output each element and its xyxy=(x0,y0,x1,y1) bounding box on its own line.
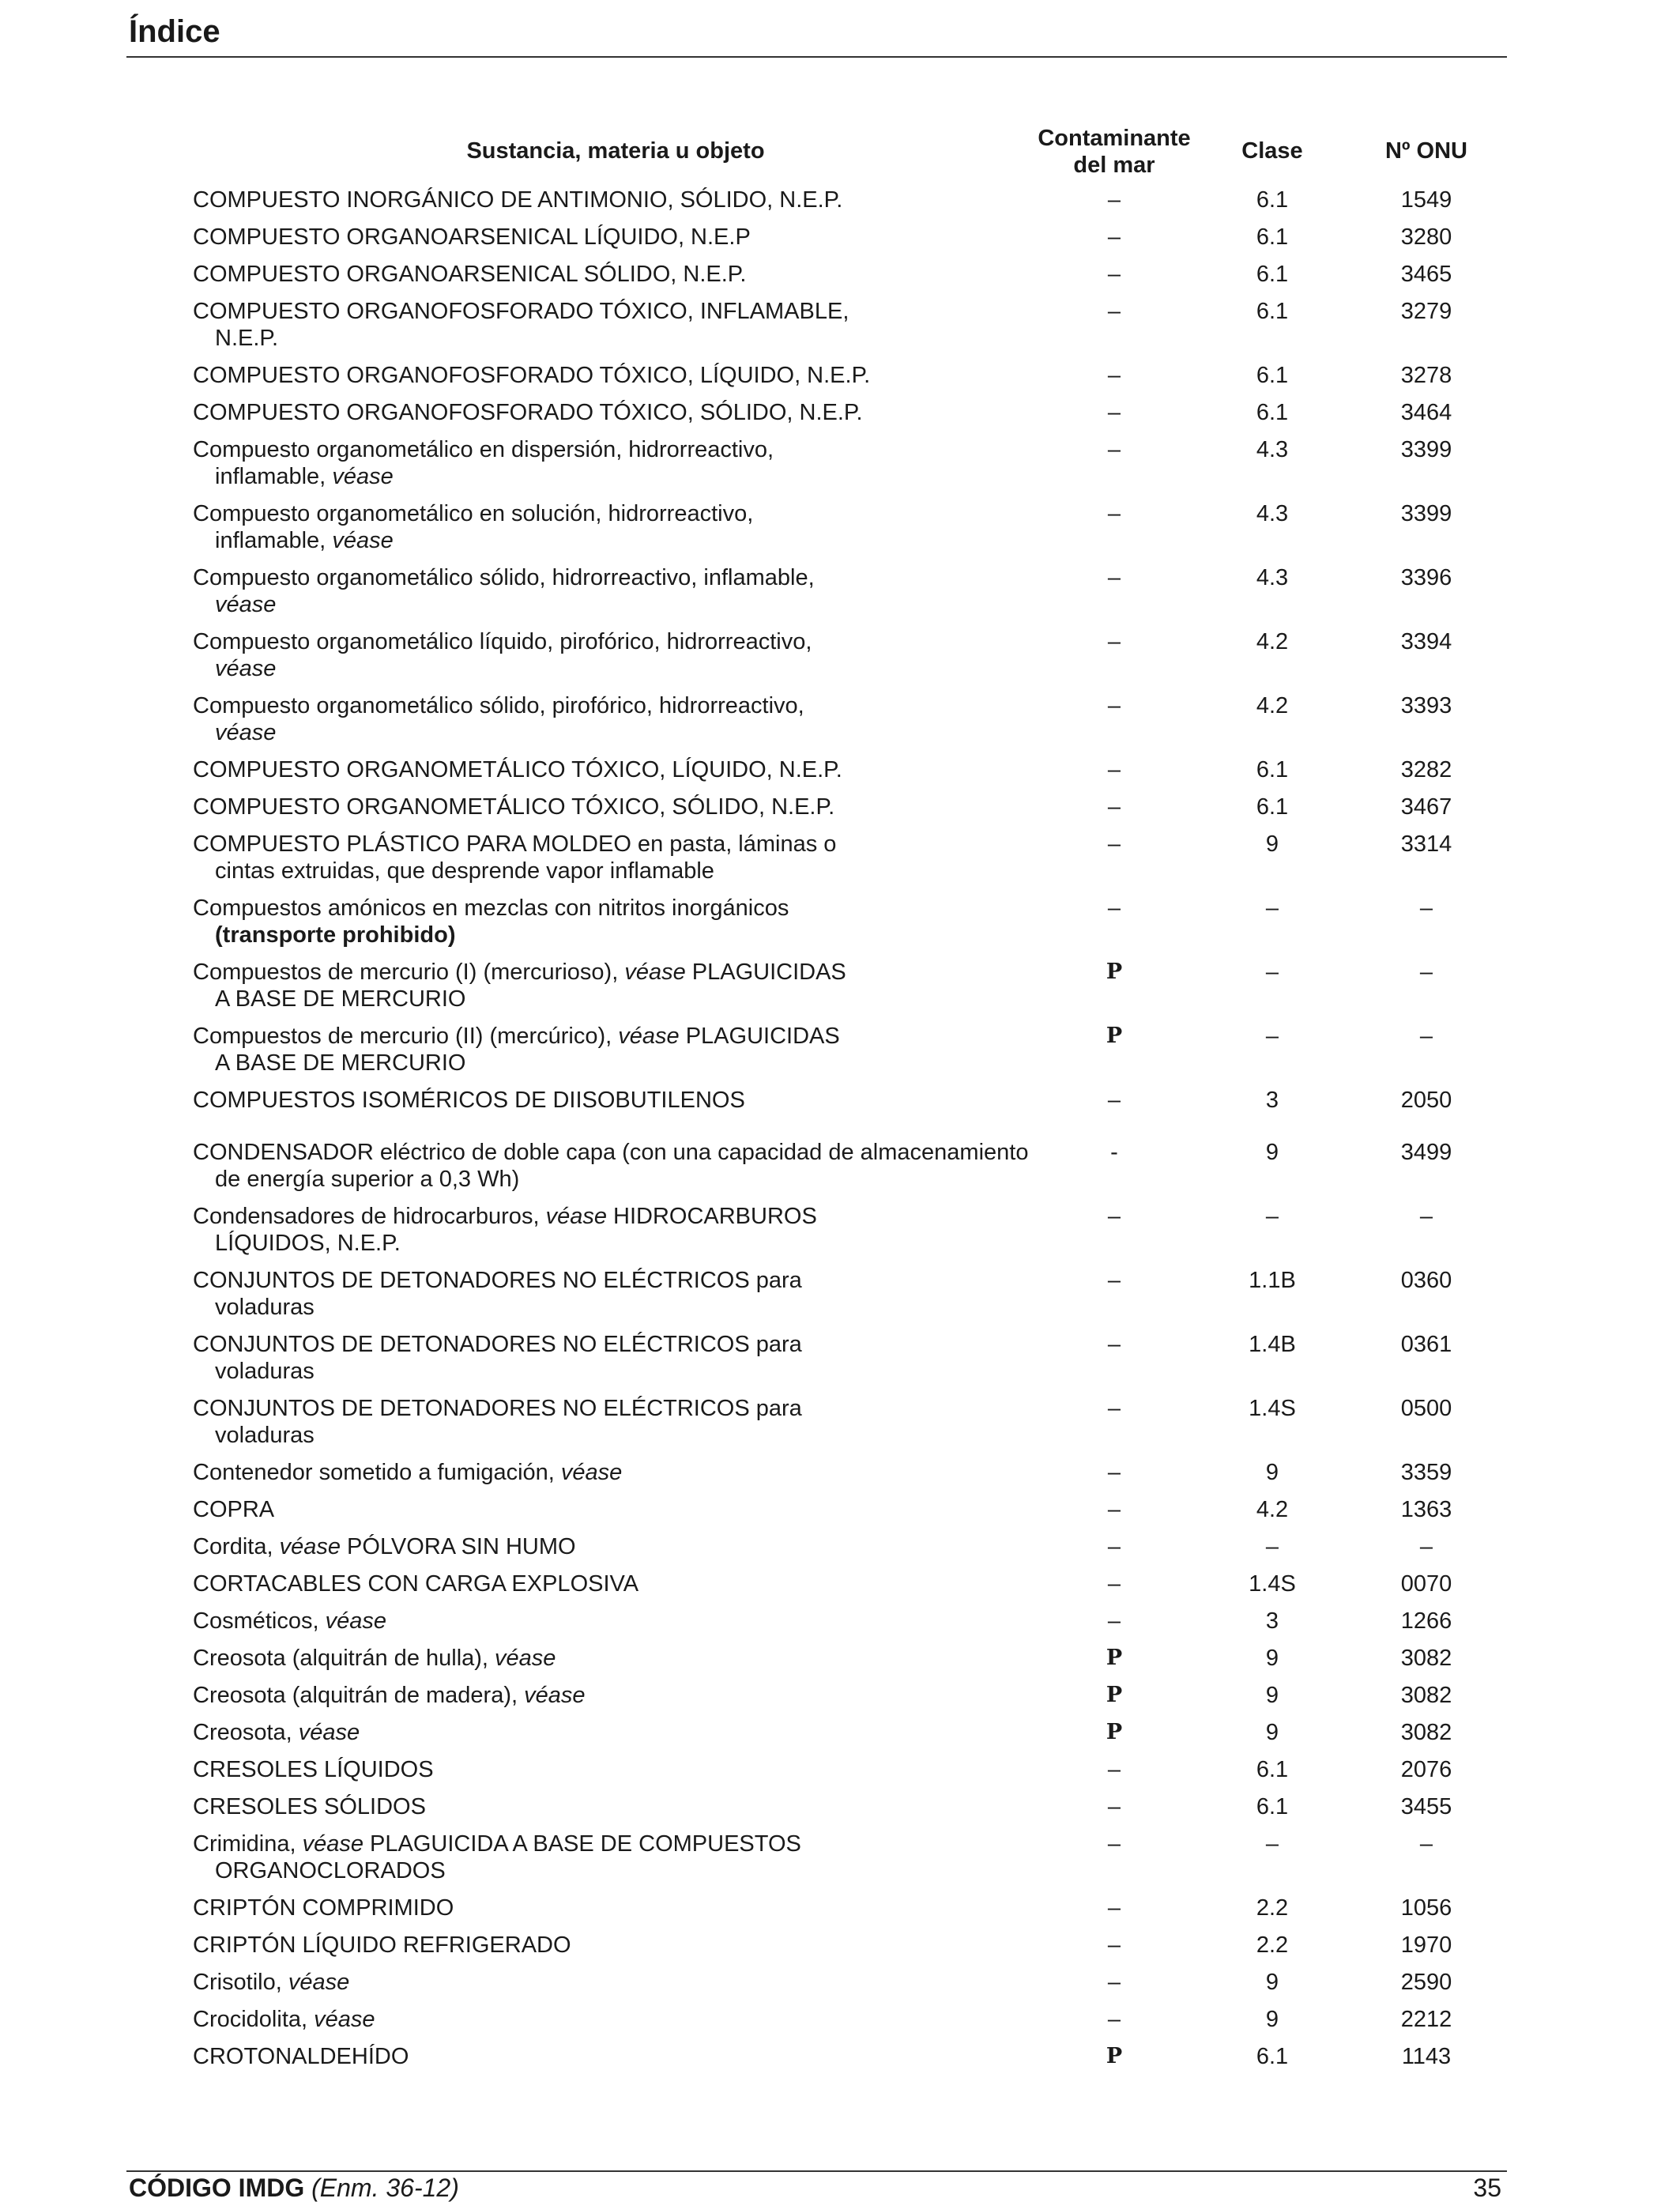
un-number-cell: 3279 xyxy=(1400,299,1452,324)
vease-reference: véase xyxy=(215,720,277,745)
un-number-cell: 3282 xyxy=(1400,757,1452,782)
substance-text: voladuras xyxy=(215,1423,315,1448)
substance-line xyxy=(193,1608,1070,1635)
marine-pollutant-cell: P xyxy=(1106,960,1123,984)
un-number-cell: 1143 xyxy=(1401,2044,1452,2069)
column-header-marine-line1: Contaminante xyxy=(1038,126,1191,151)
substance-text: Compuestos de mercurio (I) (mercurioso), xyxy=(193,960,625,985)
column-header-class: Clase xyxy=(1241,138,1303,164)
marine-pollutant-cell: – xyxy=(1107,1571,1121,1597)
substance-name xyxy=(193,1932,1070,1959)
substance-name xyxy=(193,1756,1070,1783)
un-number-cell: 2076 xyxy=(1400,1757,1452,1782)
substance-text: A BASE DE MERCURIO xyxy=(215,1050,466,1076)
substance-text: Compuestos amónicos en mezclas con nitritos inorgánicos xyxy=(193,896,789,921)
substance-name xyxy=(193,1719,1070,1746)
substance-line xyxy=(193,1969,1070,1996)
marine-pollutant-cell: – xyxy=(1107,2007,1121,2032)
substance-line xyxy=(193,261,1070,288)
marine-pollutant-cell: – xyxy=(1107,757,1121,782)
un-number-cell: – xyxy=(1419,896,1433,921)
marine-pollutant-cell: – xyxy=(1107,1970,1121,1995)
substance-text: Compuesto organometálico en solución, hidrorreactivo, xyxy=(193,501,754,526)
marine-pollutant-cell: – xyxy=(1107,437,1121,462)
substance-line xyxy=(193,1050,1070,1076)
substance-text: COMPUESTO ORGANOFOSFORADO TÓXICO, LÍQUIDO, N.E.P. xyxy=(193,363,871,388)
page-number: 35 xyxy=(1473,2174,1501,2202)
substance-name xyxy=(193,959,1070,1012)
un-number-cell: 2212 xyxy=(1400,2007,1452,2032)
substance-text: COMPUESTO PLÁSTICO PARA MOLDEO en pasta, láminas o xyxy=(193,831,837,857)
class-cell: 4.2 xyxy=(1256,1497,1289,1522)
substance-text: CONJUNTOS DE DETONADORES NO ELÉCTRICOS para xyxy=(193,1396,802,1421)
substance-name xyxy=(193,187,1070,213)
substance-line xyxy=(193,794,1070,820)
un-number-cell: 3359 xyxy=(1400,1460,1452,1485)
marine-pollutant-cell: – xyxy=(1107,1757,1121,1782)
class-cell: 6.1 xyxy=(1256,299,1289,324)
substance-name xyxy=(193,1087,1070,1114)
substance-text: CONJUNTOS DE DETONADORES NO ELÉCTRICOS para xyxy=(193,1332,802,1357)
marine-pollutant-cell: – xyxy=(1107,224,1121,250)
substance-line xyxy=(193,399,1070,426)
marine-pollutant-cell: – xyxy=(1107,187,1121,213)
class-cell: 4.3 xyxy=(1256,437,1289,462)
vease-reference: véase xyxy=(618,1024,680,1049)
class-cell: – xyxy=(1265,1534,1279,1559)
vease-reference: véase xyxy=(560,1460,623,1485)
vease-reference: véase xyxy=(302,1831,363,1857)
class-cell: 3 xyxy=(1265,1608,1279,1634)
substance-text: Crimidina, xyxy=(193,1831,303,1857)
substance-line xyxy=(193,1895,1070,1921)
page-title: Índice xyxy=(129,14,220,49)
class-cell: 4.3 xyxy=(1256,565,1289,590)
substance-text: COMPUESTO ORGANOFOSFORADO TÓXICO, INFLAMABLE, xyxy=(193,299,849,324)
class-cell: 3 xyxy=(1265,1088,1279,1113)
substance-text: voladuras xyxy=(215,1295,315,1320)
substance-text: COMPUESTOS ISOMÉRICOS DE DIISOBUTILENOS xyxy=(193,1088,745,1113)
footer-rule xyxy=(126,2170,1507,2172)
substance-line xyxy=(193,1294,1070,1321)
substance-name xyxy=(193,436,1070,490)
class-cell: 6.1 xyxy=(1256,363,1289,388)
footer-code: CÓDIGO IMDG xyxy=(129,2174,305,2202)
un-number-cell: 0360 xyxy=(1400,1268,1452,1293)
substance-line xyxy=(193,1459,1070,1486)
substance-name xyxy=(193,1533,1070,1560)
marine-pollutant-cell: – xyxy=(1107,1204,1121,1229)
class-cell: – xyxy=(1265,1831,1279,1857)
substance-name xyxy=(193,756,1070,783)
substance-text: CRESOLES SÓLIDOS xyxy=(193,1794,426,1819)
substance-text: Contenedor sometido a fumigación, xyxy=(193,1460,561,1485)
substance-text: CROTONALDEHÍDO xyxy=(193,2044,409,2069)
prohibition-note: (transporte prohibido) xyxy=(215,922,456,948)
substance-text: PLAGUICIDA A BASE DE COMPUESTOS xyxy=(363,1831,801,1857)
marine-pollutant-cell: – xyxy=(1107,629,1121,654)
substance-line xyxy=(193,2006,1070,2033)
substance-line xyxy=(193,187,1070,213)
substance-name xyxy=(193,831,1070,884)
substance-text: Crocidolita, xyxy=(193,2007,315,2032)
class-cell: 9 xyxy=(1265,2007,1279,2032)
substance-text: CRIPTÓN LÍQUIDO REFRIGERADO xyxy=(193,1932,571,1958)
class-cell: – xyxy=(1265,896,1279,921)
class-cell: 4.2 xyxy=(1256,693,1289,718)
substance-text: Compuestos de mercurio (II) (mercúrico), xyxy=(193,1024,619,1049)
substance-line xyxy=(193,1932,1070,1959)
class-cell: 6.1 xyxy=(1256,1794,1289,1819)
un-number-cell: 1056 xyxy=(1400,1895,1452,1921)
substance-line xyxy=(193,1719,1070,1746)
marine-pollutant-cell: – xyxy=(1107,896,1121,921)
substance-line xyxy=(193,591,1070,618)
substance-text: COMPUESTO ORGANOMETÁLICO TÓXICO, SÓLIDO, N.E.P. xyxy=(193,794,835,820)
class-cell: 6.1 xyxy=(1256,757,1289,782)
substance-line xyxy=(193,1645,1070,1672)
substance-text: CRIPTÓN COMPRIMIDO xyxy=(193,1895,454,1921)
substance-text: Compuesto organometálico sólido, pirofórico, hidrorreactivo, xyxy=(193,693,804,718)
substance-line xyxy=(193,858,1070,884)
substance-text: inflamable, xyxy=(215,464,333,489)
substance-line xyxy=(193,436,1070,463)
vease-reference: véase xyxy=(332,464,394,489)
substance-line xyxy=(193,1756,1070,1783)
vease-reference: véase xyxy=(215,592,277,617)
vease-reference: véase xyxy=(215,656,277,681)
marine-pollutant-cell: – xyxy=(1107,1932,1121,1958)
substance-text: Compuesto organometálico en dispersión, hidrorreactivo, xyxy=(193,437,774,462)
un-number-cell: 3314 xyxy=(1400,831,1452,857)
vease-reference: véase xyxy=(524,1683,586,1708)
substance-line xyxy=(193,628,1070,655)
substance-line xyxy=(193,1533,1070,1560)
substance-line xyxy=(193,1570,1070,1597)
vease-reference: véase xyxy=(298,1720,360,1745)
un-number-cell: 3082 xyxy=(1400,1720,1452,1745)
un-number-cell: 3399 xyxy=(1400,501,1452,526)
un-number-cell: 1970 xyxy=(1400,1932,1452,1958)
substance-line xyxy=(193,1831,1070,1857)
un-number-cell: 3464 xyxy=(1400,400,1452,425)
substance-text: CONJUNTOS DE DETONADORES NO ELÉCTRICOS para xyxy=(193,1268,802,1293)
class-cell: 9 xyxy=(1265,1140,1279,1165)
substance-text: COMPUESTO ORGANOARSENICAL LÍQUIDO, N.E.P xyxy=(193,224,751,250)
vease-reference: véase xyxy=(288,1970,350,1995)
substance-text: Creosota (alquitrán de madera), xyxy=(193,1683,525,1708)
marine-pollutant-cell: P xyxy=(1106,1646,1123,1670)
un-number-cell: 3394 xyxy=(1400,629,1452,654)
substance-line xyxy=(193,719,1070,746)
substance-name xyxy=(193,1645,1070,1672)
class-cell: 6.1 xyxy=(1256,794,1289,820)
substance-line xyxy=(193,1203,1070,1230)
footer-title xyxy=(129,2174,459,2202)
substance-line xyxy=(193,959,1070,986)
class-cell: 9 xyxy=(1265,1683,1279,1708)
substance-line xyxy=(193,895,1070,922)
class-cell: 9 xyxy=(1265,1646,1279,1671)
class-cell: – xyxy=(1265,960,1279,985)
class-cell: 6.1 xyxy=(1256,262,1289,287)
substance-line xyxy=(193,500,1070,527)
substance-name xyxy=(193,298,1070,352)
marine-pollutant-cell: P xyxy=(1106,1024,1123,1048)
substance-text: voladuras xyxy=(215,1359,315,1384)
substance-name xyxy=(193,1395,1070,1449)
un-number-cell: 3278 xyxy=(1400,363,1452,388)
marine-pollutant-cell: – xyxy=(1107,1608,1121,1634)
marine-pollutant-cell: P xyxy=(1106,1683,1123,1707)
substance-name xyxy=(193,2006,1070,2033)
class-cell: 6.1 xyxy=(1256,224,1289,250)
un-number-cell: – xyxy=(1419,1831,1433,1857)
marine-pollutant-cell: – xyxy=(1107,1460,1121,1485)
substance-name xyxy=(193,692,1070,746)
substance-line xyxy=(193,2043,1070,2070)
substance-text: LÍQUIDOS, N.E.P. xyxy=(215,1231,401,1256)
un-number-cell: 3399 xyxy=(1400,437,1452,462)
substance-name xyxy=(193,895,1070,948)
substance-text: Creosota (alquitrán de hulla), xyxy=(193,1646,495,1671)
substance-text: COMPUESTO ORGANOARSENICAL SÓLIDO, N.E.P. xyxy=(193,262,747,287)
marine-pollutant-cell: – xyxy=(1107,299,1121,324)
class-cell: 1.4B xyxy=(1249,1332,1296,1357)
marine-pollutant-cell: – xyxy=(1107,501,1121,526)
un-number-cell: 0070 xyxy=(1400,1571,1452,1597)
marine-pollutant-cell: – xyxy=(1107,693,1121,718)
marine-pollutant-cell: – xyxy=(1107,1794,1121,1819)
substance-name xyxy=(193,1831,1070,1884)
vease-reference: véase xyxy=(325,1608,386,1634)
substance-text: Cosméticos, xyxy=(193,1608,326,1634)
un-number-cell: 3280 xyxy=(1400,224,1452,250)
substance-line xyxy=(193,1358,1070,1385)
substance-name xyxy=(193,794,1070,820)
substance-text: COMPUESTO ORGANOFOSFORADO TÓXICO, SÓLIDO, N.E.P. xyxy=(193,400,863,425)
substance-text: Condensadores de hidrocarburos, xyxy=(193,1204,546,1229)
substance-text: Creosota, xyxy=(193,1720,299,1745)
marine-pollutant-cell: P xyxy=(1106,1720,1123,1744)
substance-line xyxy=(193,1267,1070,1294)
substance-line xyxy=(193,1422,1070,1449)
un-number-cell: 3499 xyxy=(1400,1140,1452,1165)
column-header-un-number: Nº ONU xyxy=(1384,138,1468,164)
substance-name xyxy=(193,1496,1070,1523)
substance-line xyxy=(193,1166,1070,1193)
substance-line xyxy=(193,1793,1070,1820)
class-cell: 6.1 xyxy=(1256,187,1289,213)
substance-line xyxy=(193,298,1070,325)
class-cell: 1.1B xyxy=(1249,1268,1296,1293)
marine-pollutant-cell: – xyxy=(1107,794,1121,820)
vease-reference: véase xyxy=(545,1204,607,1229)
substance-text: PÓLVORA SIN HUMO xyxy=(341,1534,576,1559)
substance-text: inflamable, xyxy=(215,528,333,553)
substance-text: Cordita, xyxy=(193,1534,280,1559)
vease-reference: véase xyxy=(495,1646,556,1671)
un-number-cell: 3396 xyxy=(1400,565,1452,590)
un-number-cell: 2050 xyxy=(1400,1088,1452,1113)
class-cell: 4.2 xyxy=(1256,629,1289,654)
substance-name xyxy=(193,628,1070,682)
substance-line xyxy=(193,1023,1070,1050)
marine-pollutant-cell: – xyxy=(1107,565,1121,590)
substance-line xyxy=(193,1087,1070,1114)
substance-line xyxy=(193,1682,1070,1709)
substance-text: PLAGUICIDAS xyxy=(685,960,846,985)
substance-name xyxy=(193,261,1070,288)
substance-line xyxy=(193,655,1070,682)
substance-name xyxy=(193,1139,1070,1193)
class-cell: 2.2 xyxy=(1256,1932,1289,1958)
class-cell: 1.4S xyxy=(1249,1396,1296,1421)
marine-pollutant-cell: – xyxy=(1107,363,1121,388)
column-header-marine-line2: del mar xyxy=(1073,153,1155,178)
substance-name xyxy=(193,1570,1070,1597)
substance-line xyxy=(193,1139,1070,1166)
substance-text: ORGANOCLORADOS xyxy=(215,1858,446,1883)
marine-pollutant-cell: – xyxy=(1107,1332,1121,1357)
un-number-cell: – xyxy=(1419,1534,1433,1559)
un-number-cell: 3467 xyxy=(1400,794,1452,820)
substance-text: cintas extruidas, que desprende vapor inflamable xyxy=(215,858,714,884)
class-cell: – xyxy=(1265,1024,1279,1049)
un-number-cell: 0361 xyxy=(1400,1332,1452,1357)
substance-name xyxy=(193,224,1070,251)
class-cell: 9 xyxy=(1265,1970,1279,1995)
class-cell: 4.3 xyxy=(1256,501,1289,526)
substance-line xyxy=(193,1496,1070,1523)
substance-name xyxy=(193,1608,1070,1635)
marine-pollutant-cell: – xyxy=(1107,831,1121,857)
un-number-cell: 3082 xyxy=(1400,1683,1452,1708)
class-cell: 9 xyxy=(1265,1460,1279,1485)
substance-name xyxy=(193,1682,1070,1709)
marine-pollutant-cell: P xyxy=(1106,2044,1123,2068)
substance-text: COMPUESTO INORGÁNICO DE ANTIMONIO, SÓLIDO, N.E.P. xyxy=(193,187,843,213)
substance-name xyxy=(193,1203,1070,1257)
vease-reference: véase xyxy=(279,1534,341,1559)
substance-text: N.E.P. xyxy=(215,326,279,351)
substance-line xyxy=(193,463,1070,490)
un-number-cell: 3393 xyxy=(1400,693,1452,718)
substance-line xyxy=(193,692,1070,719)
un-number-cell: 1266 xyxy=(1400,1608,1452,1634)
substance-text: Compuesto organometálico líquido, pirofórico, hidrorreactivo, xyxy=(193,629,812,654)
substance-name xyxy=(193,1895,1070,1921)
substance-text: COMPUESTO ORGANOMETÁLICO TÓXICO, LÍQUIDO, N.E.P. xyxy=(193,757,842,782)
substance-name xyxy=(193,1969,1070,1996)
column-header-substance: Sustancia, materia u objeto xyxy=(466,138,765,164)
un-number-cell: 0500 xyxy=(1400,1396,1452,1421)
substance-name xyxy=(193,564,1070,618)
marine-pollutant-cell: – xyxy=(1107,1895,1121,1921)
substance-line xyxy=(193,1331,1070,1358)
class-cell: 6.1 xyxy=(1256,2044,1289,2069)
un-number-cell: 2590 xyxy=(1400,1970,1452,1995)
un-number-cell: – xyxy=(1419,1024,1433,1049)
class-cell: 1.4S xyxy=(1249,1571,1296,1597)
marine-pollutant-cell: – xyxy=(1107,1534,1121,1559)
marine-pollutant-cell: – xyxy=(1107,1268,1121,1293)
substance-text: A BASE DE MERCURIO xyxy=(215,986,466,1012)
class-cell: 6.1 xyxy=(1256,400,1289,425)
un-number-cell: 1363 xyxy=(1400,1497,1452,1522)
substance-line xyxy=(193,922,1070,948)
marine-pollutant-cell: – xyxy=(1107,1088,1121,1113)
substance-line xyxy=(193,1857,1070,1884)
substance-name xyxy=(193,1331,1070,1385)
un-number-cell: – xyxy=(1419,960,1433,985)
marine-pollutant-cell: – xyxy=(1107,262,1121,287)
substance-text: PLAGUICIDAS xyxy=(679,1024,840,1049)
substance-text: HIDROCARBUROS xyxy=(606,1204,817,1229)
un-number-cell: 1549 xyxy=(1400,187,1452,213)
substance-text: COPRA xyxy=(193,1497,275,1522)
vease-reference: véase xyxy=(332,528,394,553)
class-cell: 6.1 xyxy=(1256,1757,1289,1782)
substance-line xyxy=(193,224,1070,251)
substance-line xyxy=(193,564,1070,591)
vease-reference: véase xyxy=(624,960,686,985)
un-number-cell: 3465 xyxy=(1400,262,1452,287)
substance-line xyxy=(193,1395,1070,1422)
un-number-cell: 3455 xyxy=(1400,1794,1452,1819)
marine-pollutant-cell: – xyxy=(1107,1497,1121,1522)
substance-line xyxy=(193,527,1070,554)
un-number-cell: – xyxy=(1419,1204,1433,1229)
substance-line xyxy=(193,831,1070,858)
marine-pollutant-cell: – xyxy=(1107,1396,1121,1421)
substance-text: CORTACABLES CON CARGA EXPLOSIVA xyxy=(193,1571,639,1597)
substance-line xyxy=(193,362,1070,389)
marine-pollutant-cell: – xyxy=(1107,1831,1121,1857)
substance-text: CONDENSADOR eléctrico de doble capa (con una capacidad de almacenamiento xyxy=(193,1140,1029,1165)
class-cell: 2.2 xyxy=(1256,1895,1289,1921)
vease-reference: véase xyxy=(314,2007,375,2032)
substance-name xyxy=(193,500,1070,554)
class-cell: – xyxy=(1265,1204,1279,1229)
substance-line xyxy=(193,986,1070,1012)
footer-amendment: (Enm. 36-12) xyxy=(311,2174,459,2202)
substance-text: Compuesto organometálico sólido, hidrorreactivo, inflamable, xyxy=(193,565,815,590)
substance-line xyxy=(193,756,1070,783)
substance-name xyxy=(193,1023,1070,1076)
marine-pollutant-cell: – xyxy=(1107,400,1121,425)
substance-name xyxy=(193,362,1070,389)
substance-text: de energía superior a 0,3 Wh) xyxy=(215,1167,520,1192)
substance-name xyxy=(193,1793,1070,1820)
substance-text: CRESOLES LÍQUIDOS xyxy=(193,1757,434,1782)
substance-name xyxy=(193,1267,1070,1321)
substance-line xyxy=(193,1230,1070,1257)
substance-name xyxy=(193,2043,1070,2070)
substance-text: Crisotilo, xyxy=(193,1970,288,1995)
substance-line xyxy=(193,325,1070,352)
un-number-cell: 3082 xyxy=(1400,1646,1452,1671)
substance-name xyxy=(193,1459,1070,1486)
marine-pollutant-cell: - xyxy=(1110,1140,1118,1165)
class-cell: 9 xyxy=(1265,831,1279,857)
class-cell: 9 xyxy=(1265,1720,1279,1745)
substance-name xyxy=(193,399,1070,426)
